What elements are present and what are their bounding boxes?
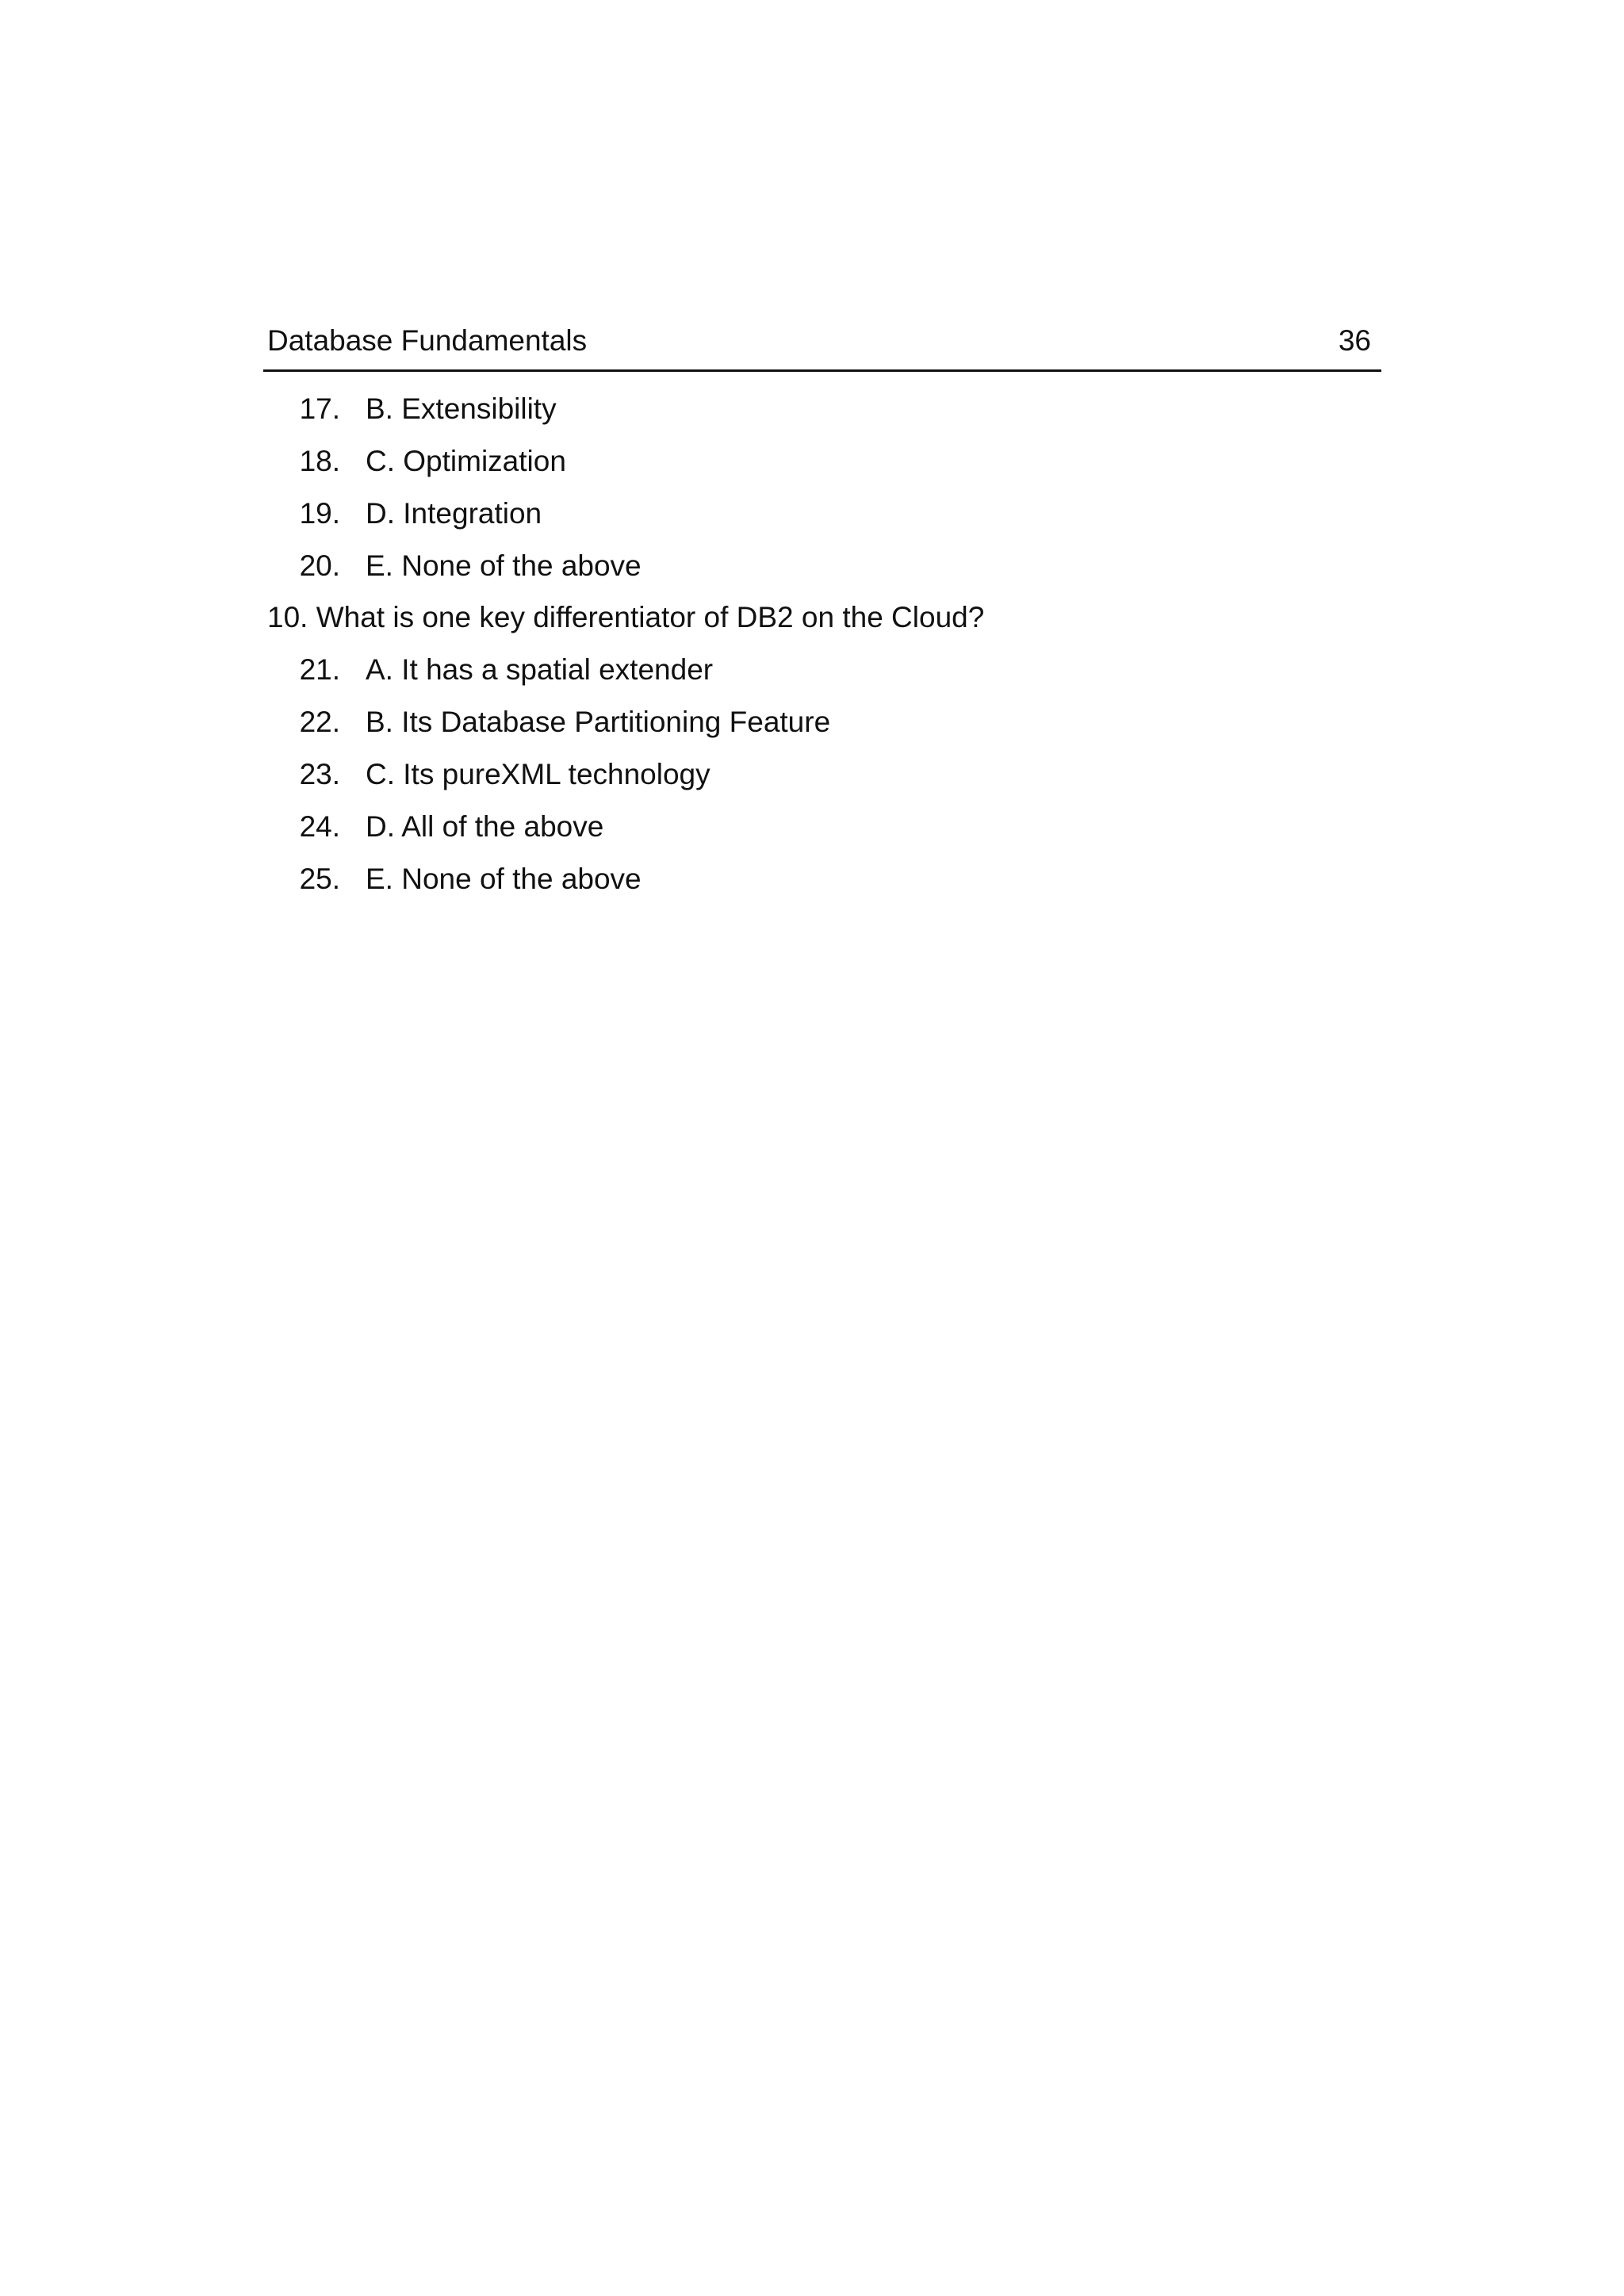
list-item-text: B. Extensibility (366, 392, 557, 425)
list-item-text: A. It has a spatial extender (366, 653, 714, 686)
list-item-number: 24. (299, 810, 340, 843)
list-item-number: 20. (299, 549, 340, 582)
list-item-text: D. Integration (366, 497, 542, 530)
list-item-text: E. None of the above (366, 549, 642, 582)
list-item-number: 21. (299, 653, 340, 686)
list-item-number: 17. (299, 392, 340, 425)
list-item-number: 22. (299, 706, 340, 738)
list-item-text: E. None of the above (366, 863, 642, 895)
list-item-number: 18. (299, 445, 340, 477)
list-item-text: B. Its Database Partitioning Feature (366, 706, 831, 738)
list-item-text: C. Its pureXML technology (366, 758, 710, 790)
page-number: 36 (1338, 324, 1371, 357)
list-item-text: D. All of the above (366, 810, 604, 843)
question-text: 10. What is one key differentiator of DB2 on the Cloud? (267, 601, 985, 633)
list-item-number: 23. (299, 758, 340, 790)
running-title: Database Fundamentals (267, 324, 588, 357)
list-item-number: 25. (299, 863, 340, 895)
header-divider (263, 369, 1381, 372)
list-item-number: 19. (299, 497, 340, 530)
page-header (267, 321, 1377, 361)
list-item-text: C. Optimization (366, 445, 566, 477)
